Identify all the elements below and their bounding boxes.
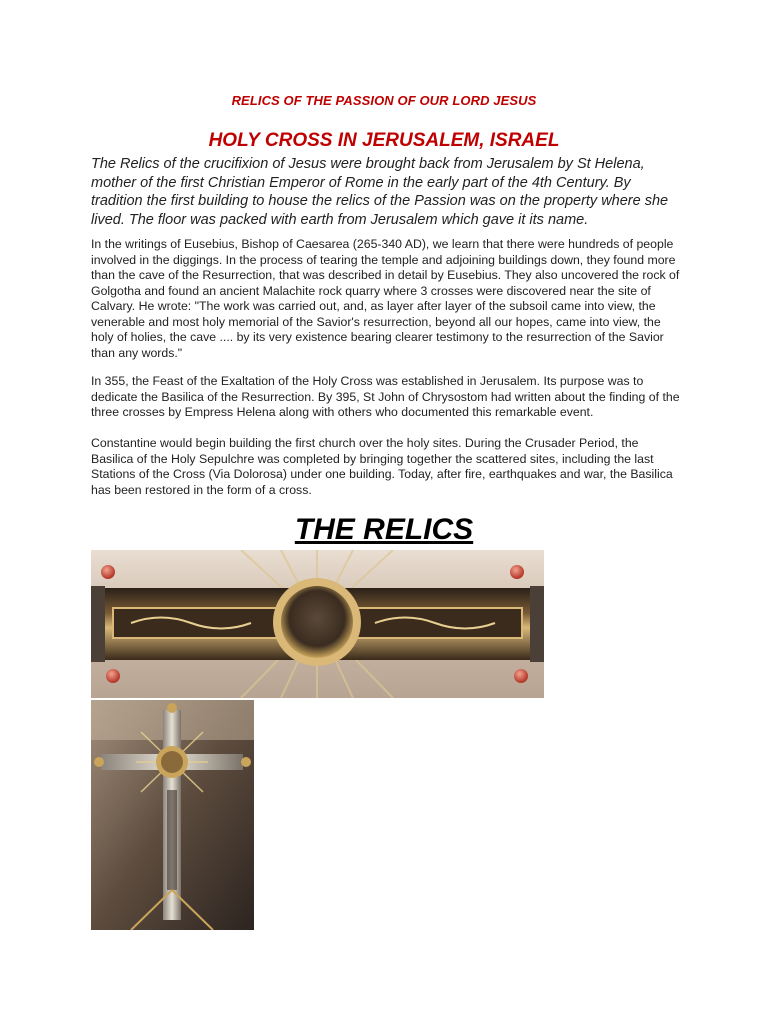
body-paragraph-2: In 355, the Feast of the Exaltation of the Holy Cross was established in Jerusalem. Its purpose was to dedicate the Basilica of the Resurrection. By 395, St John of Chrysostom had written about the finding of the three crosses by Empress Helena along with others who documented this remarkable event. [91, 374, 680, 419]
body-paragraph-1: In the writings of Eusebius, Bishop of Caesarea (265-340 AD), we learn that there were hundreds of people involved in the diggings. In the process of tearing the temple and adjoining buildings down, they found more than the cave of the Resurrection, that was described in detail by Eusebius. They also uncovered the rock of Golgotha and found an ancient Malachite rock quarry where 3 crosses were discovered near the site of Calvary. He wrote: "The work was carried out, and, as layer after layer of the subsoil came into view, the venerable and most holy memorial of the Savior's resurrection, beyond all our hopes, came into view, the holy of holies, the cave .... by its very existence bearing clearer testimony to the resurrection of the Savior than any words." [91, 237, 680, 360]
document-heading-small: RELICS OF THE PASSION OF OUR LORD JESUS [231, 93, 537, 108]
cross-reliquary-photo [91, 700, 254, 930]
document-heading-large: HOLY CROSS IN JERUSALEM, ISRAEL [208, 130, 560, 151]
intro-paragraph: The Relics of the crucifixion of Jesus were brought back from Jerusalem by St Helena, mother of the first Christian Emperor of Rome in the early part of the 4th Century. By tradition the first building to house the relics of the Passion was on the property where she lived. The floor was packed with earth from Jerusalem which gave it its name. [91, 156, 669, 228]
body-paragraph-3: Constantine would begin building the first church over the holy sites. During the Crusader Period, the Basilica of the Holy Sepulchre was completed by bringing together the scattered sites, including the last Stations of the Cross (Via Dolorosa) under one building. Today, after fire, earthquakes and war, the Basilica has been restored in the form of a cross. [91, 436, 673, 497]
reliquary-photo [91, 550, 544, 698]
section-title: THE RELICS [294, 513, 474, 546]
